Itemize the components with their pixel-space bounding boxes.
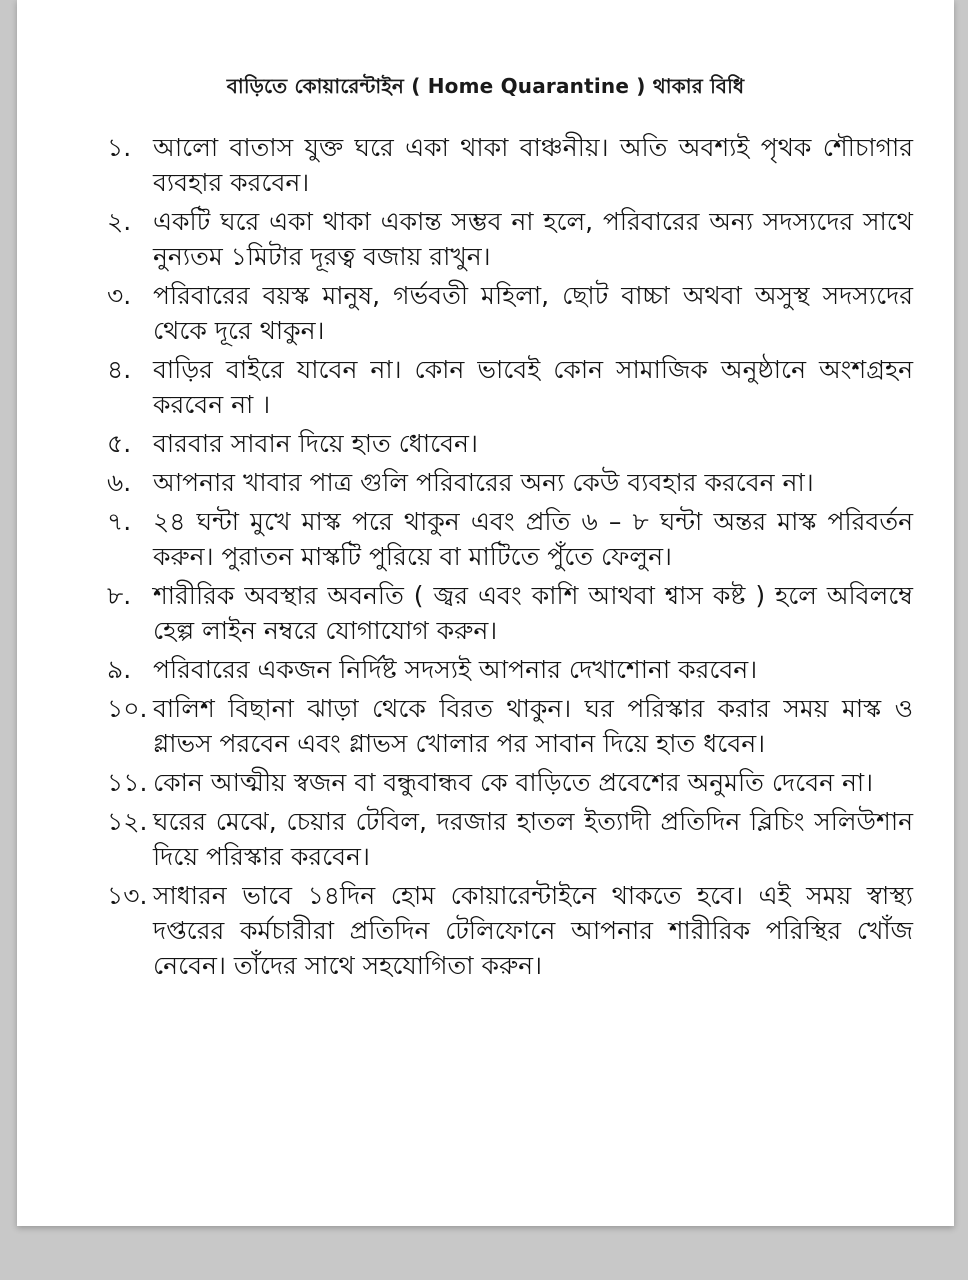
rule-item	[107, 204, 913, 274]
rule-item	[107, 130, 913, 200]
rule-number: ৫.	[107, 429, 132, 458]
rule-text: আলো বাতাস যুক্ত ঘরে একা থাকা বাঞ্চনীয়। অতি অবশ্যই পৃথক শৌচাগার ব্যবহার করবেন।	[153, 133, 913, 197]
rule-item	[107, 465, 913, 500]
rule-number: ২.	[107, 207, 132, 236]
rule-number: ১১.	[107, 768, 148, 797]
rule-text: বালিশ বিছানা ঝাড়া থেকে বিরত থাকুন। ঘর পরিস্কার করার সময় মাস্ক ও গ্লাভস পরবেন এবং গ্লাভস খোলার পর সাবান দিয়ে হাত ধবেন।	[153, 694, 913, 758]
rule-text: পরিবারের বয়স্ক মানুষ, গর্ভবতী মহিলা, ছোট বাচ্চা অথবা অসুস্থ সদস্যদের থেকে দূরে থাকুন।	[153, 281, 913, 345]
document-page	[17, 0, 954, 1226]
rule-number: ৬.	[107, 468, 132, 497]
document-title: বাড়িতে কোয়ারেন্টাইন ( Home Quarantine ) থাকার বিধি	[226, 74, 745, 98]
rule-number: ৩.	[107, 281, 132, 310]
rule-text: কোন আত্মীয় স্বজন বা বন্ধুবান্ধব কে বাড়িতে প্রবেশের অনুমতি দেবেন না।	[153, 768, 874, 797]
rule-text: শারীরিক অবস্থার অবনতি ( জ্বর এবং কাশি আথবা শ্বাস কষ্ট ) হলে অবিলম্বে হেল্প লাইন নম্বরে যোগাযোগ করুন।	[153, 581, 913, 645]
rule-item	[107, 691, 913, 761]
rule-text: বারবার সাবান দিয়ে হাত ধোবেন।	[153, 429, 478, 458]
rule-item	[107, 878, 913, 983]
rule-text: পরিবারের একজন নির্দিষ্ট সদস্যই আপনার দেখাশোনা করবেন।	[153, 655, 758, 684]
rule-item	[107, 652, 913, 687]
rule-number: ১০.	[107, 694, 148, 723]
rule-item	[107, 278, 913, 348]
rule-number: ৪.	[107, 355, 132, 384]
rule-text: একটি ঘরে একা থাকা একান্ত সম্ভব না হলে, পরিবারের অন্য সদস্যদের সাথে নুন্যতম ১মিটার দূরত্ব বজায় রাখুন।	[153, 207, 913, 271]
rule-text: ঘরের মেঝে, চেয়ার টেবিল, দরজার হাতল ইত্যাদী প্রতিদিন ব্লিচিং সলিউশান দিয়ে পরিস্কার করবেন।	[153, 807, 913, 871]
rule-text: সাধারন ভাবে ১৪দিন হোম কোয়ারেন্টাইনে থাকতে হবে। এই সময় স্বাস্থ্য দপ্তরের কর্মচারীরা প্রতিদিন টেলিফোনে আপনার শারীরিক পরিস্থির খোঁজ নেবেন। তাঁদের সাথে সহযোগিতা করুন।	[153, 881, 913, 980]
rule-text: ২৪ ঘন্টা মুখে মাস্ক পরে থাকুন এবং প্রতি ৬ – ৮ ঘন্টা অন্তর মাস্ক পরিবর্তন করুন। পুরাতন মাস্কটি পুরিয়ে বা মাটিতে পুঁতে ফেলুন।	[153, 507, 913, 571]
rule-text: বাড়ির বাইরে যাবেন না। কোন ভাবেই কোন সামাজিক অনুষ্ঠানে অংশগ্রহন করবেন না ।	[153, 355, 913, 419]
rule-item	[107, 426, 913, 461]
rule-item	[107, 352, 913, 422]
rule-number: ৯.	[107, 655, 132, 684]
rule-text: আপনার খাবার পাত্র গুলি পরিবারের অন্য কেউ ব্যবহার করবেন না।	[153, 468, 814, 497]
rule-number: ৭.	[107, 507, 132, 536]
rule-number: ১৩.	[107, 881, 148, 910]
rule-item	[107, 578, 913, 648]
rule-item	[107, 504, 913, 574]
rules-list	[107, 130, 913, 987]
rule-number: ১.	[107, 133, 132, 162]
rule-number: ৮.	[107, 581, 132, 610]
rule-number: ১২.	[107, 807, 148, 836]
rule-item	[107, 804, 913, 874]
rule-item	[107, 765, 913, 800]
